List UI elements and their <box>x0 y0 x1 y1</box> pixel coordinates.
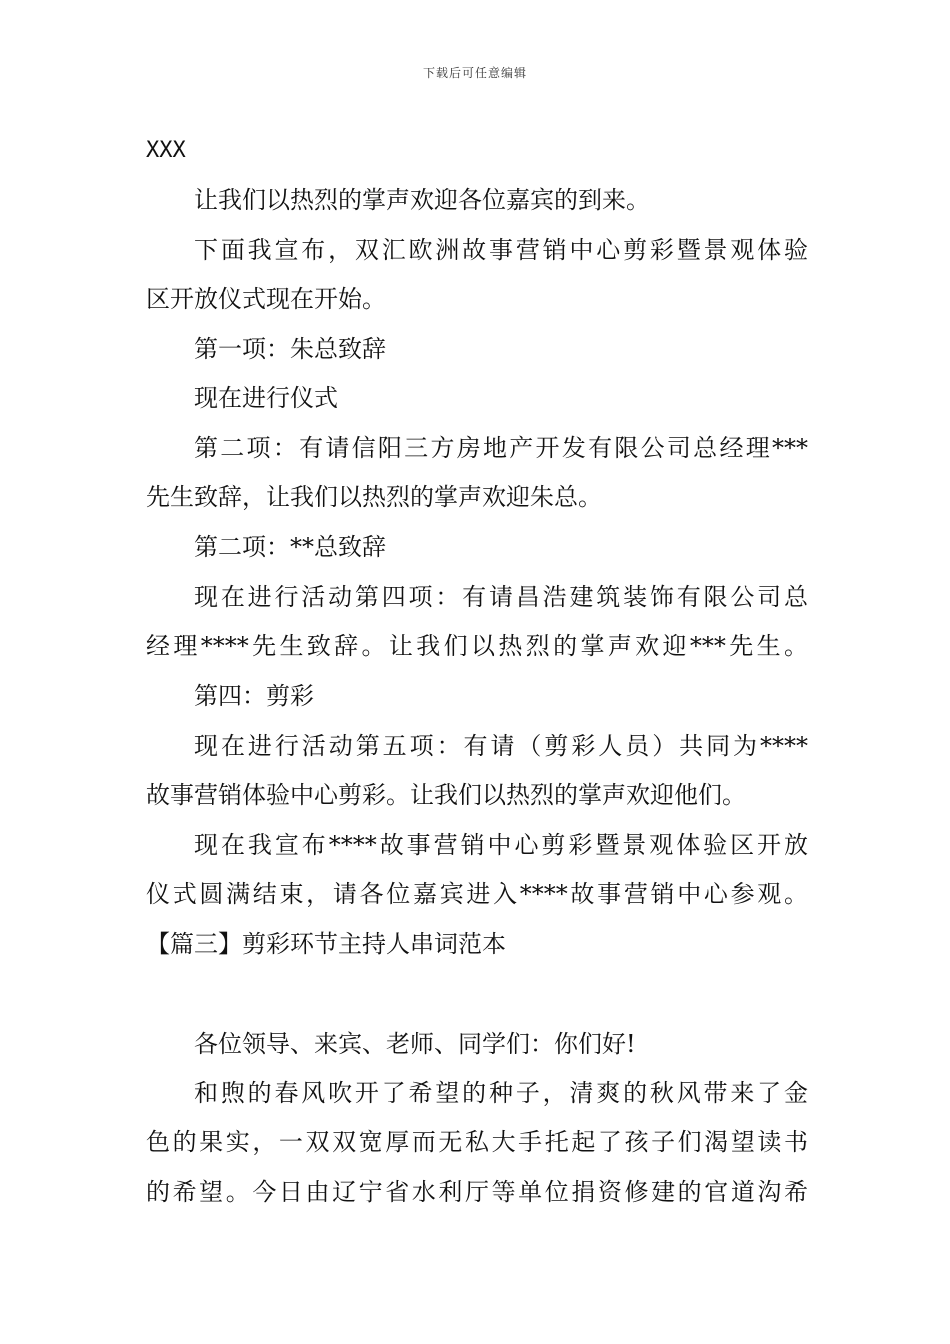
text-line: 第二项：**总致辞 <box>194 533 386 561</box>
text-line: 和煦的春风吹开了希望的种子，清爽的秋风带来了金 <box>194 1079 808 1107</box>
page-header-note: 下载后可任意编辑 <box>422 66 527 80</box>
text-line: 各位领导、来宾、老师、同学们：你们好! <box>194 1030 636 1058</box>
text-line: 仪式圆满结束，请各位嘉宾进入****故事营销中心参观。 <box>146 880 808 908</box>
text-line: 现在进行活动第五项：有请（剪彩人员）共同为**** <box>194 732 808 760</box>
text-line: 色的果实，一双双宽厚而无私大手托起了孩子们渴望读书 <box>146 1128 808 1156</box>
text-line: 现在我宣布****故事营销中心剪彩暨景观体验区开放 <box>194 831 808 859</box>
text-line: 故事营销体验中心剪彩。让我们以热烈的掌声欢迎他们。 <box>146 781 746 809</box>
section-heading: 【篇三】剪彩环节主持人串词范本 <box>146 930 506 958</box>
text-line: 第四：剪彩 <box>194 682 314 710</box>
text-line: 第一项：朱总致辞 <box>194 335 386 363</box>
text-line: 现在进行活动第四项：有请昌浩建筑装饰有限公司总 <box>194 583 808 611</box>
text-line: 第二项：有请信阳三方房地产开发有限公司总经理*** <box>194 434 808 462</box>
text-line: XXX <box>146 138 186 163</box>
text-line: 经理****先生致辞。让我们以热烈的掌声欢迎***先生。 <box>146 632 808 660</box>
text-line: 下面我宣布，双汇欧洲故事营销中心剪彩暨景观体验 <box>194 236 808 264</box>
text-line: 先生致辞，让我们以热烈的掌声欢迎朱总。 <box>146 483 602 511</box>
text-line: 现在进行仪式 <box>194 384 338 412</box>
text-line: 的希望。今日由辽宁省水利厅等单位捐资修建的官道沟希 <box>146 1178 808 1206</box>
text-line: 让我们以热烈的掌声欢迎各位嘉宾的到来。 <box>194 186 650 214</box>
text-line: 区开放仪式现在开始。 <box>146 285 386 313</box>
